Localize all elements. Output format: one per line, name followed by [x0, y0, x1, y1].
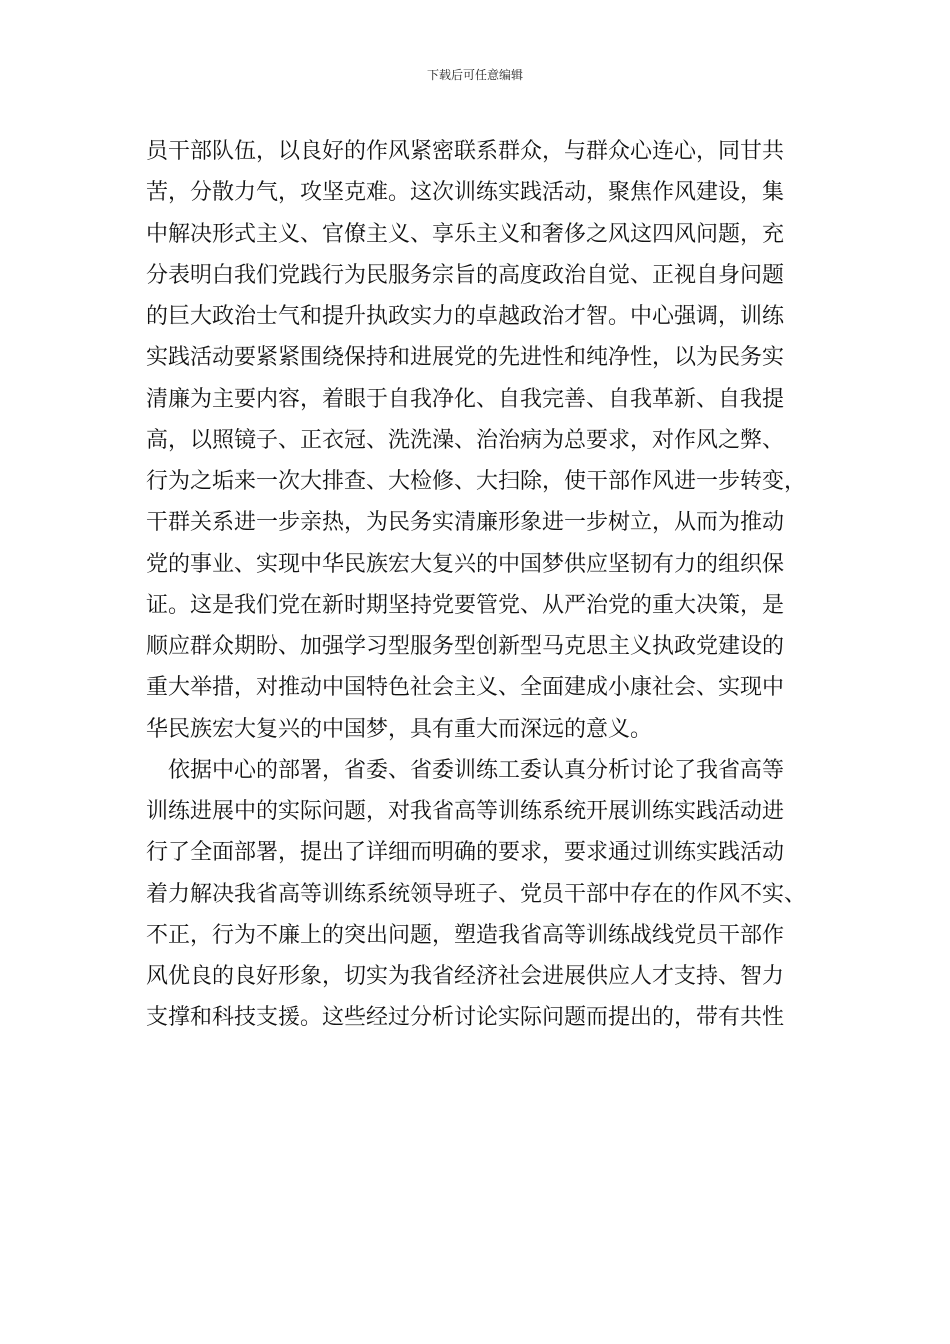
body-line: 华民族宏大复兴的中国梦，具有重大而深远的意义。 — [146, 716, 653, 742]
body-line: 高，以照镜子、正衣冠、洗洗澡、治治病为总要求，对作风之弊、 — [146, 427, 785, 453]
body-line: 行了全面部署，提出了详细而明确的要求，要求通过训练实践活动 — [146, 840, 785, 866]
body-line: 清廉为主要内容，着眼于自我净化、自我完善、自我革新、自我提 — [146, 386, 785, 412]
body-line: 苦，分散力气，攻坚克难。这次训练实践活动，聚焦作风建设，集 — [146, 180, 785, 206]
body-line: 分表明白我们党践行为民服务宗旨的高度政治自觉、正视自身问题 — [146, 262, 785, 288]
body-line: 着力解决我省高等训练系统领导班子、党员干部中存在的作风不实、 — [146, 881, 807, 907]
body-line: 实践活动要紧紧围绕保持和进展党的先进性和纯净性，以为民务实 — [146, 345, 785, 371]
body-line: 中解决形式主义、官僚主义、享乐主义和奢侈之风这四风问题，充 — [146, 221, 785, 247]
body-line: 的巨大政治士气和提升执政实力的卓越政治才智。中心强调，训练 — [146, 304, 785, 329]
body-line: 风优良的良好形象，切实为我省经济社会进展供应人才支持、智力 — [146, 964, 785, 989]
body-line: 不正，行为不廉上的突出问题，塑造我省高等训练战线党员干部作 — [146, 922, 785, 948]
body-line: 支撑和科技支援。这些经过分析讨论实际问题而提出的，带有共性 — [146, 1005, 785, 1031]
body-text — [146, 131, 826, 1039]
body-line-paragraph-start: 依据中心的部署，省委、省委训练工委认真分析讨论了我省高等 — [168, 757, 785, 783]
body-line: 干群关系进一步亲热，为民务实清廉形象进一步树立，从而为推动 — [146, 510, 785, 536]
body-line: 顺应群众期盼、加强学习型服务型创新型马克思主义执政党建设的 — [146, 634, 785, 659]
body-line: 重大举措，对推动中国特色社会主义、全面建成小康社会、实现中 — [146, 675, 785, 701]
body-line: 训练进展中的实际问题，对我省高等训练系统开展训练实践活动进 — [146, 799, 785, 824]
body-line: 行为之垢来一次大排查、大检修、大扫除，使干部作风进一步转变， — [146, 469, 807, 494]
body-line: 员干部队伍，以良好的作风紧密联系群众，与群众心连心，同甘共 — [146, 139, 785, 164]
body-line: 证。这是我们党在新时期坚持党要管党、从严治党的重大决策，是 — [146, 592, 785, 618]
page-header: 下载后可任意编辑 — [426, 68, 523, 82]
body-line: 党的事业、实现中华民族宏大复兴的中国梦供应坚韧有力的组织保 — [146, 551, 785, 577]
